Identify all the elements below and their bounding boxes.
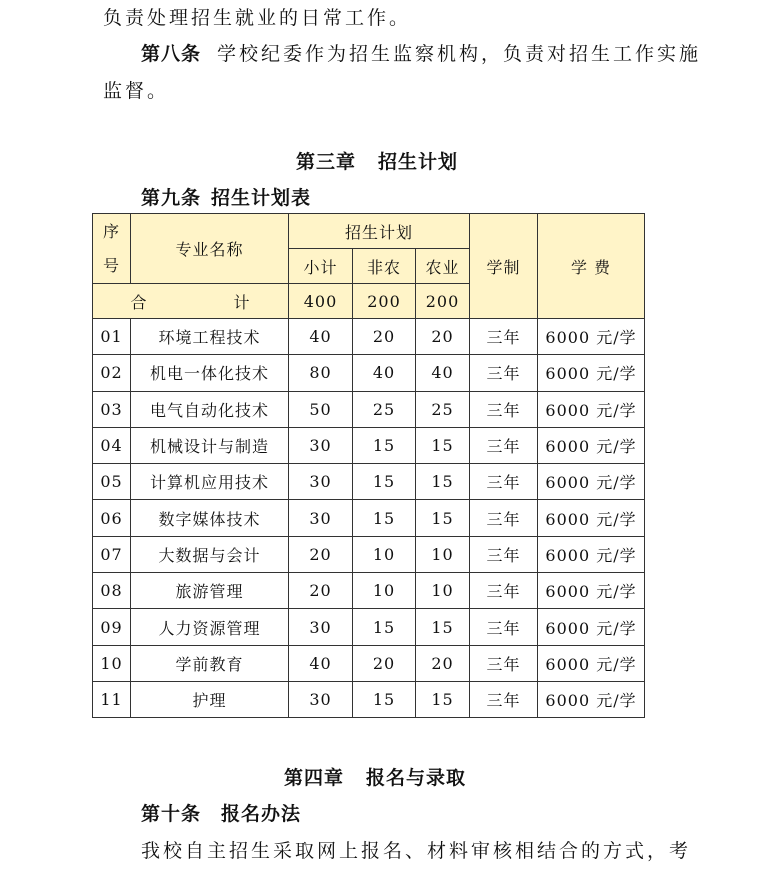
cell-tuition: 6000 元/学 [538,573,645,609]
header-duration: 学制 [470,214,538,319]
cell-major: 电气自动化技术 [131,391,289,427]
cell-agri: 10 [416,573,470,609]
cell-major: 机械设计与制造 [131,427,289,463]
cell-seq: 02 [93,355,131,391]
cell-subtotal: 30 [289,464,353,500]
cell-seq: 05 [93,464,131,500]
cell-nonagri: 15 [353,681,416,717]
cell-seq: 04 [93,427,131,463]
cell-major: 大数据与会计 [131,536,289,572]
cell-tuition: 6000 元/学 [538,609,645,645]
article-9-heading [141,186,311,210]
cell-seq: 11 [93,681,131,717]
cell-major: 数字媒体技术 [131,500,289,536]
cell-duration: 三年 [470,427,538,463]
cell-seq: 09 [93,609,131,645]
table-row [93,645,645,681]
cell-duration: 三年 [470,681,538,717]
total-nonagri: 200 [353,284,416,319]
cell-agri: 20 [416,319,470,355]
cell-major: 旅游管理 [131,573,289,609]
header-major: 专业名称 [131,214,289,284]
table-row [93,536,645,572]
cell-nonagri: 10 [353,536,416,572]
header-subtotal: 小计 [289,249,353,284]
article-8-text: 学校纪委作为招生监察机构，负责对招生工作实施 [217,43,702,65]
cell-agri: 15 [416,464,470,500]
chapter-3-number: 第三章 [296,151,357,173]
cell-tuition: 6000 元/学 [538,645,645,681]
cell-duration: 三年 [470,536,538,572]
cell-nonagri: 15 [353,427,416,463]
cell-nonagri: 15 [353,500,416,536]
cell-subtotal: 40 [289,319,353,355]
cell-nonagri: 20 [353,319,416,355]
table-row [93,681,645,717]
chapter-3-title: 招生计划 [378,151,459,173]
cell-seq: 08 [93,573,131,609]
table-row [93,464,645,500]
header-seq: 序 号 [93,214,131,284]
chapter-4-heading [284,766,466,790]
cell-seq: 06 [93,500,131,536]
cell-seq: 10 [93,645,131,681]
cell-nonagri: 20 [353,645,416,681]
cell-major: 学前教育 [131,645,289,681]
article-10-title: 报名办法 [221,803,302,825]
cell-tuition: 6000 元/学 [538,355,645,391]
article-10-label: 第十条 [141,803,202,825]
table-row [93,500,645,536]
cell-agri: 40 [416,355,470,391]
cell-seq: 01 [93,319,131,355]
cell-nonagri: 40 [353,355,416,391]
article-9-title: 招生计划表 [211,187,312,209]
cell-tuition: 6000 元/学 [538,391,645,427]
header-plan: 招生计划 [289,214,470,249]
table-row [93,427,645,463]
table-row [93,319,645,355]
cell-duration: 三年 [470,645,538,681]
chapter-4-title: 报名与录取 [366,767,467,789]
cell-duration: 三年 [470,464,538,500]
cell-major: 护理 [131,681,289,717]
cell-nonagri: 25 [353,391,416,427]
cell-agri: 15 [416,500,470,536]
cell-subtotal: 40 [289,645,353,681]
cell-agri: 25 [416,391,470,427]
cell-nonagri: 15 [353,609,416,645]
cell-subtotal: 30 [289,500,353,536]
cell-seq: 07 [93,536,131,572]
cell-tuition: 6000 元/学 [538,536,645,572]
cell-duration: 三年 [470,319,538,355]
article-8 [141,42,701,66]
cell-tuition: 6000 元/学 [538,500,645,536]
cell-subtotal: 80 [289,355,353,391]
table-row [93,573,645,609]
article-10-heading [141,802,301,826]
cell-subtotal: 20 [289,573,353,609]
cell-subtotal: 30 [289,609,353,645]
cell-duration: 三年 [470,391,538,427]
cell-seq: 03 [93,391,131,427]
cell-tuition: 6000 元/学 [538,464,645,500]
cell-tuition: 6000 元/学 [538,319,645,355]
total-label: 合 计 [93,284,289,319]
cell-subtotal: 30 [289,427,353,463]
total-subtotal: 400 [289,284,353,319]
cell-agri: 15 [416,681,470,717]
enrollment-plan-table [92,213,645,718]
cell-duration: 三年 [470,500,538,536]
cell-duration: 三年 [470,355,538,391]
article-8-continued: 监督。 [103,80,170,102]
header-agri: 农业 [416,249,470,284]
cell-agri: 10 [416,536,470,572]
chapter-3-heading [296,150,458,174]
cell-major: 机电一体化技术 [131,355,289,391]
article-9-label: 第九条 [141,187,202,209]
header-tuition: 学 费 [538,214,645,319]
cell-agri: 15 [416,609,470,645]
article-8-label: 第八条 [141,43,202,65]
cell-nonagri: 10 [353,573,416,609]
cell-tuition: 6000 元/学 [538,427,645,463]
cell-major: 计算机应用技术 [131,464,289,500]
cell-major: 环境工程技术 [131,319,289,355]
table-row [93,355,645,391]
table-row [93,609,645,645]
table-row [93,391,645,427]
cell-subtotal: 20 [289,536,353,572]
chapter-4-number: 第四章 [284,767,345,789]
cell-agri: 15 [416,427,470,463]
cell-duration: 三年 [470,609,538,645]
cell-major: 人力资源管理 [131,609,289,645]
cell-agri: 20 [416,645,470,681]
total-agri: 200 [416,284,470,319]
cell-subtotal: 50 [289,391,353,427]
intro-line: 负责处理招生就业的日常工作。 [103,7,412,29]
cell-nonagri: 15 [353,464,416,500]
header-nonagri: 非农 [353,249,416,284]
cell-duration: 三年 [470,573,538,609]
cell-tuition: 6000 元/学 [538,681,645,717]
cell-subtotal: 30 [289,681,353,717]
article-10-text: 我校自主招生采取网上报名、材料审核相结合的方式，考 [141,840,692,862]
